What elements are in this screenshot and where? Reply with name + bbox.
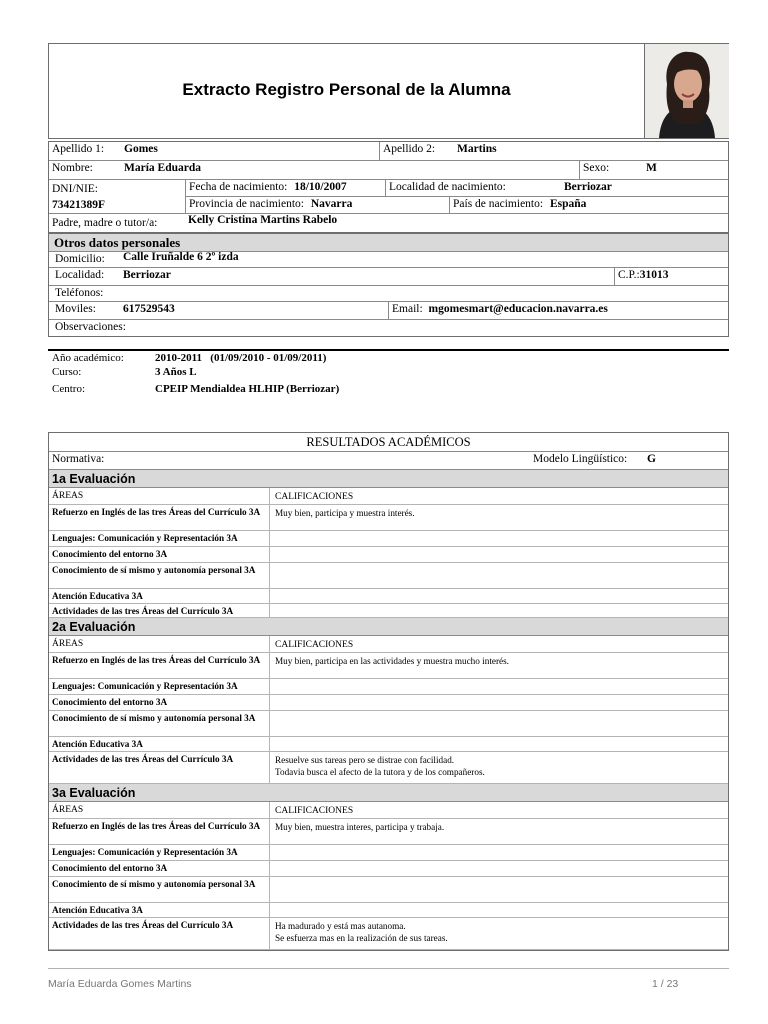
nombre-value: María Eduarda (124, 162, 201, 174)
apellido2-label: Apellido 2: (383, 143, 436, 155)
area-name: Conocimiento de sí mismo y autonomía personal 3A (52, 565, 256, 575)
moviles-value: 617529543 (123, 303, 175, 315)
calificacion-text: Muy bien, muestra interes, participa y trabaja. (269, 819, 728, 844)
calificacion-text (269, 531, 728, 546)
normativa-label: Normativa: (52, 453, 105, 465)
nombre-label: Nombre: (52, 162, 93, 174)
evaluation-heading: 1a Evaluación (49, 470, 728, 488)
apellido1-value: Gomes (124, 143, 158, 155)
table-row (49, 505, 728, 531)
fecha-label: Fecha de nacimiento: (189, 181, 288, 193)
evaluation-heading: 3a Evaluación (49, 784, 728, 802)
col-calificaciones-header: CALIFICACIONES (269, 802, 728, 818)
modelo-label: Modelo Lingüístico: (533, 453, 628, 465)
localidad-nac-value: Berriozar (564, 181, 612, 193)
table-row (49, 604, 728, 618)
area-name: Lenguajes: Comunicación y Representación 3A (52, 847, 238, 857)
table-row (49, 679, 728, 695)
table-row (49, 547, 728, 563)
table-header-row (49, 802, 728, 819)
academic-results-table (48, 432, 729, 951)
area-name: Atención Educativa 3A (52, 905, 143, 915)
footer-divider (48, 968, 729, 969)
table-row (49, 695, 728, 711)
table-row (49, 653, 728, 679)
calificacion-text: Muy bien, participa en las actividades y muestra mucho interés. (269, 653, 728, 678)
table-header-row (49, 636, 728, 653)
curso-label: Curso: (52, 366, 82, 378)
localidad-value: Berriozar (123, 269, 171, 281)
area-name: Conocimiento de sí mismo y autonomía personal 3A (52, 879, 256, 889)
cp-label: C.P.: (618, 269, 640, 281)
table-header-row (49, 488, 728, 505)
table-row (49, 877, 728, 903)
dni-value: 73421389F (52, 199, 106, 211)
table-row (49, 752, 728, 784)
email-value: mgomesmart@educacion.navarra.es (428, 303, 608, 315)
domicilio-label: Domicilio: (55, 253, 105, 265)
calificacion-text (269, 547, 728, 562)
telefonos-label: Teléfonos: (55, 287, 104, 299)
sexo-value: M (646, 162, 657, 174)
dni-label: DNI/NIE: (52, 183, 98, 195)
area-name: Actividades de las tres Áreas del Currículo 3A (52, 920, 234, 930)
col-calificaciones-header: CALIFICACIONES (269, 488, 728, 504)
calificacion-text: Resuelve sus tareas pero se distrae con facilidad. Todavia busca el afecto de la tutora y de los compañeros. (269, 752, 728, 783)
table-row (49, 903, 728, 918)
table-row (49, 737, 728, 752)
tutor-label: Padre, madre o tutor/a: (52, 217, 158, 229)
area-name: Atención Educativa 3A (52, 591, 143, 601)
provincia-value: Navarra (310, 198, 353, 210)
area-name: Conocimiento de sí mismo y autonomía personal 3A (52, 713, 256, 723)
calificacion-text (269, 679, 728, 694)
area-name: Conocimiento del entorno 3A (52, 697, 168, 707)
table-row (49, 711, 728, 737)
evaluation-heading: 2a Evaluación (49, 618, 728, 636)
table-row (49, 819, 728, 845)
page-title: Extracto Registro Personal de la Alumna (182, 80, 511, 99)
area-name: Lenguajes: Comunicación y Representación 3A (52, 533, 238, 543)
calificacion-text (269, 695, 728, 710)
area-name: Actividades de las tres Áreas del Currículo 3A (52, 754, 234, 764)
table-row (49, 589, 728, 604)
localidad-nac-label: Localidad de nacimiento: (389, 181, 506, 193)
apellido2-value: Martins (457, 143, 497, 155)
col-areas-header: ÁREAS (52, 639, 84, 649)
table-row (49, 531, 728, 547)
pais-value: España (549, 198, 587, 210)
col-areas-header: ÁREAS (52, 491, 84, 501)
anio-label: Año académico: (52, 352, 124, 364)
tutor-value: Kelly Cristina Martins Rabelo (188, 214, 338, 226)
calificacion-text (269, 589, 728, 603)
calificacion-text (269, 877, 728, 902)
calificacion-text: Ha madurado y está mas autanoma. Se esfuerza mas en la realización de sus tareas. (269, 918, 728, 949)
results-heading: RESULTADOS ACADÉMICOS (49, 433, 728, 452)
table-row (49, 845, 728, 861)
area-name: Atención Educativa 3A (52, 739, 143, 749)
area-name: Conocimiento del entorno 3A (52, 863, 168, 873)
col-areas-header: ÁREAS (52, 805, 84, 815)
table-row (49, 563, 728, 589)
area-name: Refuerzo en Inglés de las tres Áreas del Currículo 3A (52, 655, 261, 665)
provincia-label: Provincia de nacimiento: (189, 198, 304, 210)
student-photo (644, 44, 729, 138)
table-row (49, 918, 728, 950)
centro-label: Centro: (52, 383, 85, 395)
personal-data-table (48, 141, 729, 233)
cp-value: 31013 (639, 269, 669, 281)
observaciones-label: Observaciones: (55, 321, 126, 333)
section-divider (48, 349, 729, 351)
calificacion-text (269, 903, 728, 917)
calificacion-text (269, 845, 728, 860)
email-label: Email: (392, 303, 423, 315)
table-row (49, 861, 728, 877)
apellido1-label: Apellido 1: (52, 143, 105, 155)
student-photo-image (645, 44, 729, 138)
pais-label: País de nacimiento: (453, 198, 544, 210)
other-personal-data-table (48, 233, 729, 337)
calificacion-text (269, 737, 728, 751)
calificacion-text (269, 604, 728, 617)
curso-value: 3 Años L (155, 366, 197, 378)
section-heading-otros: Otros datos personales (49, 234, 728, 252)
area-name: Conocimiento del entorno 3A (52, 549, 168, 559)
area-name: Actividades de las tres Áreas del Currículo 3A (52, 606, 234, 616)
footer-page-number: 1 / 23 (652, 978, 679, 990)
document-header (48, 43, 729, 139)
sexo-label: Sexo: (583, 162, 610, 174)
moviles-label: Moviles: (55, 303, 96, 315)
calificacion-text (269, 711, 728, 736)
calificacion-text (269, 861, 728, 876)
area-name: Lenguajes: Comunicación y Representación 3A (52, 681, 238, 691)
area-name: Refuerzo en Inglés de las tres Áreas del Currículo 3A (52, 821, 261, 831)
area-name: Refuerzo en Inglés de las tres Áreas del Currículo 3A (52, 507, 261, 517)
anio-value: 2010-2011 (01/09/2010 - 01/09/2011) (155, 352, 327, 364)
calificacion-text (269, 563, 728, 588)
modelo-value: G (647, 453, 656, 465)
col-calificaciones-header: CALIFICACIONES (269, 636, 728, 652)
fecha-value: 18/10/2007 (294, 181, 347, 193)
localidad-label: Localidad: (55, 269, 105, 281)
footer-student-name: María Eduarda Gomes Martins (48, 978, 192, 990)
centro-value: CPEIP Mendialdea HLHIP (Berriozar) (155, 383, 340, 395)
domicilio-value: Calle Iruñalde 6 2º izda (123, 251, 239, 263)
calificacion-text: Muy bien, participa y muestra interés. (269, 505, 728, 530)
